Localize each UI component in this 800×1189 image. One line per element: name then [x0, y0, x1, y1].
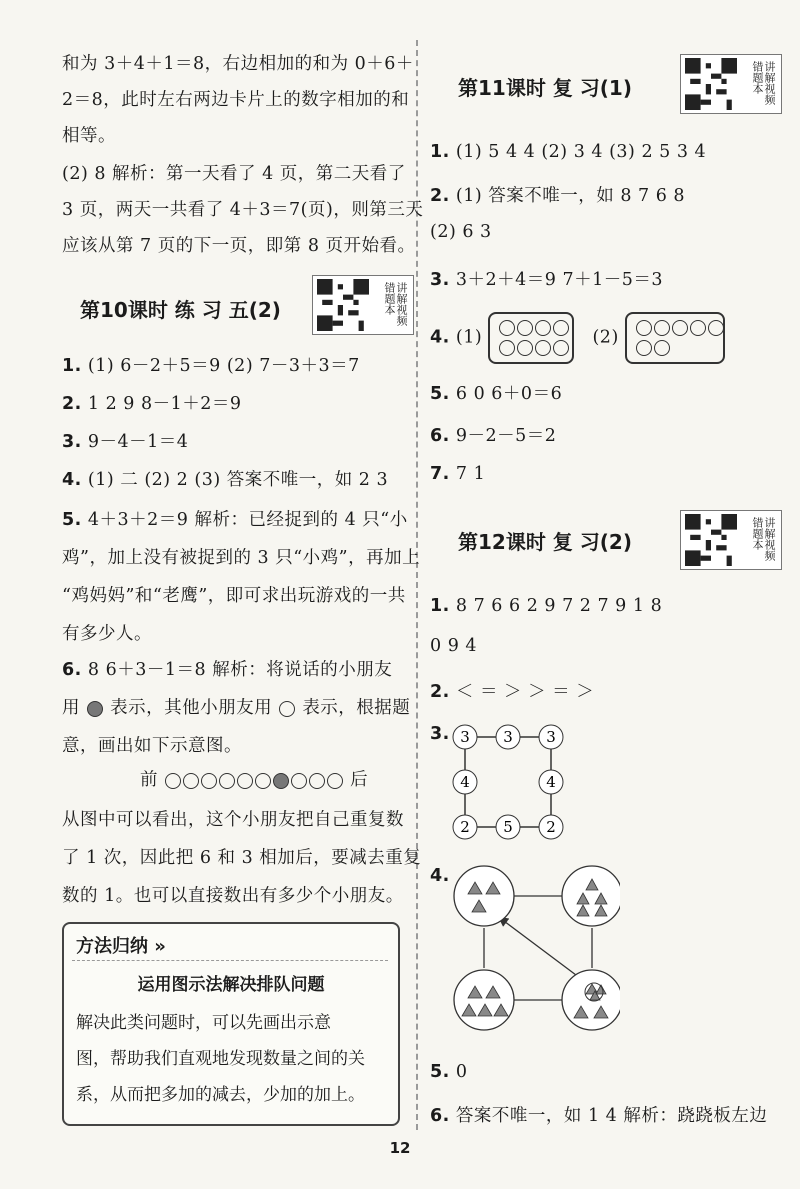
answer-item: 5. 6 0 6＋0＝6 — [430, 384, 563, 404]
graph-node: 3 — [460, 728, 470, 746]
method-line: 解决此类问题时，可以先画出示意 — [76, 1013, 331, 1033]
circle-group-2 — [625, 312, 725, 364]
circle-icon — [165, 773, 181, 789]
qr-caption: 讲解视频错题本 — [383, 282, 408, 326]
graph-node: 4 — [460, 773, 470, 791]
qr-code-icon — [317, 279, 369, 331]
text-line: (2) 8 解析：第一天看了 4 页，第二天看了 — [62, 164, 406, 184]
text-line: 0 9 4 — [430, 636, 478, 656]
circle-icon — [201, 773, 217, 789]
item-number: 4. — [430, 866, 450, 886]
answer-item: 6. 答案不唯一，如 1 4 解析：跷跷板左边 — [430, 1106, 768, 1126]
graph-node: 4 — [546, 773, 556, 791]
text-line: 从图中可以看出，这个小朋友把自己重复数 — [62, 810, 404, 830]
answer-item: 1. 8 7 6 6 2 9 7 2 7 9 1 8 — [430, 596, 663, 616]
answer-item: 5. 4＋3＋2＝9 解析：已经捉到的 4 只“小 — [62, 510, 408, 530]
answer-item: 3. 3＋2＋4＝9 7＋1－5＝3 — [430, 270, 664, 290]
method-summary-box — [62, 922, 400, 1126]
graph-node: 3 — [546, 728, 556, 746]
qr-code-icon — [685, 514, 737, 566]
qr-code-icon — [685, 58, 737, 110]
circle-icon — [291, 773, 307, 789]
method-box-title: 方法归纳 » — [76, 936, 166, 957]
graph-node: 3 — [503, 728, 513, 746]
empty-circle-icon — [279, 701, 295, 717]
method-line: 系，从而把多加的减去，少加的加上。 — [76, 1085, 365, 1105]
item-number: 3. — [430, 724, 450, 744]
text-line: 3 页，两天一共看了 4＋3＝7(页)，则第三天 — [62, 200, 424, 220]
answer-item: 1. (1) 6－2＋5＝9 (2) 7－3＋3＝7 — [62, 356, 360, 376]
number-square-diagram — [445, 722, 585, 842]
filled-circle-icon — [273, 773, 289, 789]
circle-icon — [255, 773, 271, 789]
text-line: 了 1 次，因此把 6 和 3 相加后，要减去重复 — [62, 848, 422, 868]
answer-item: 6. 9－2－5＝2 — [430, 426, 557, 446]
graph-node: 5 — [503, 818, 513, 836]
answer-item: 1. (1) 5 4 4 (2) 3 4 (3) 2 5 3 4 — [430, 142, 707, 162]
answer-item: 5. 0 — [430, 1062, 468, 1082]
text-line: “鸡妈妈”和“老鹰”，即可求出玩游戏的一共 — [62, 586, 406, 606]
section-11-title: 第11课时 复 习(1) — [458, 76, 632, 100]
section-10-title: 第10课时 练 习 五(2) — [80, 298, 281, 322]
answer-item: 2. ＜ ＝ ＞ ＞ ＝ ＞ — [430, 682, 595, 702]
graph-node: 2 — [460, 818, 470, 836]
qr-code-box[interactable] — [312, 275, 414, 335]
text-line: 2＝8，此时左右两边卡片上的数字相加的和 — [62, 90, 410, 110]
qr-caption: 讲解视频错题本 — [751, 517, 776, 561]
answer-item: 3. 9－4－1＝4 — [62, 432, 189, 452]
triangle-circle-diagram — [440, 860, 620, 1035]
text-line: 鸡”，加上没有被捉到的 3 只“小鸡”，再加上 — [62, 548, 421, 568]
method-line: 图，帮助我们直观地发现数量之间的关 — [76, 1049, 365, 1069]
method-box-subtitle: 运用图示法解决排队问题 — [137, 975, 325, 995]
circle-icon — [327, 773, 343, 789]
text-line: 意，画出如下示意图。 — [62, 736, 242, 756]
answer-item: 2. 1 2 9 8－1＋2＝9 — [62, 394, 242, 414]
answer-item: 6. 8 6＋3－1＝8 解析：将说话的小朋友 — [62, 660, 393, 680]
answer-item: 2. (1) 答案不唯一，如 8 7 6 8 — [430, 186, 686, 206]
answer-item: 4. (1) 二 (2) 2 (3) 答案不唯一，如 2 3 — [62, 470, 389, 490]
answer-item: 4. (1) (2) — [430, 312, 725, 364]
qr-caption: 讲解视频错题本 — [751, 61, 776, 105]
filled-circle-icon — [87, 701, 103, 717]
text-line: 数的 1。也可以直接数出有多少个小朋友。 — [62, 886, 404, 906]
text-line: 有多少人。 — [62, 624, 152, 644]
text-line: 应该从第 7 页的下一页，即第 8 页开始看。 — [62, 236, 416, 256]
page-number: 12 — [389, 1139, 411, 1157]
queue-diagram: 前 后 — [140, 770, 369, 790]
circle-icon — [183, 773, 199, 789]
text-line: 用 表示，其他小朋友用 表示，根据题 — [62, 698, 411, 718]
section-12-title: 第12课时 复 习(2) — [458, 530, 632, 554]
answer-item: 7. 7 1 — [430, 464, 486, 484]
qr-code-box[interactable] — [680, 54, 782, 114]
graph-node: 2 — [546, 818, 556, 836]
answer-item: (2) 6 3 — [430, 222, 492, 242]
text-line: 相等。 — [62, 126, 116, 146]
circle-group-1 — [488, 312, 574, 364]
circle-icon — [219, 773, 235, 789]
box-divider — [72, 960, 388, 961]
text-line: 和为 3＋4＋1＝8，右边相加的和为 0＋6＋ — [62, 54, 414, 74]
qr-code-box[interactable] — [680, 510, 782, 570]
circle-icon — [309, 773, 325, 789]
circle-icon — [237, 773, 253, 789]
